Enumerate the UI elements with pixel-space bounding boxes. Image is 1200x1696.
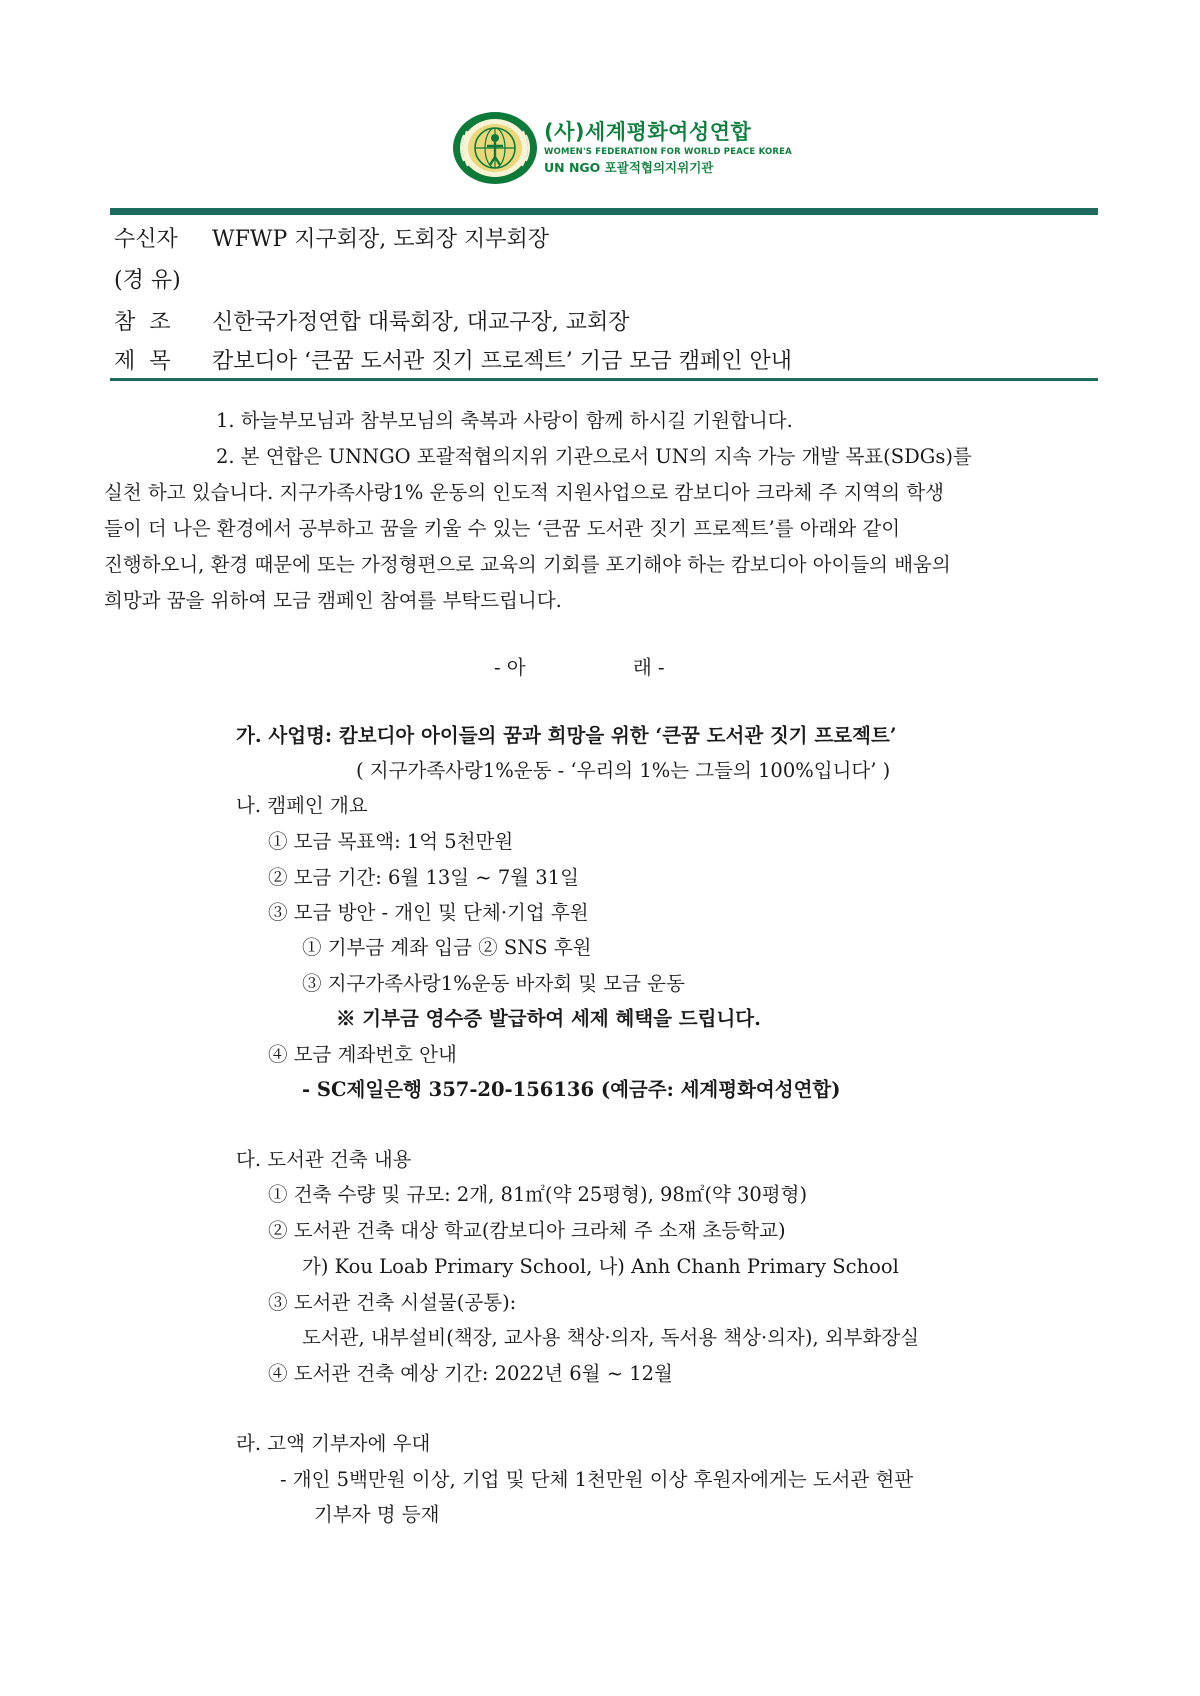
section-da-item-1: ① 건축 수량 및 규모: 2개, 81㎡(약 25평형), 98㎡(약 30평형)	[268, 1183, 808, 1206]
bank-account-info: - SC제일은행 357-20-156136 (예금주: 세계평화여성연합)	[302, 1078, 841, 1101]
organization-name: (사)세계평화여성연합	[544, 120, 752, 144]
paragraph-2-line-5: 희망과 꿈을 위하여 모금 캠페인 참여를 부탁드립니다.	[104, 589, 562, 612]
section-na-item-3b: ③ 지구가족사랑1%운동 바자회 및 모금 운동	[302, 972, 685, 995]
notice-heading-right: 래 -	[633, 656, 665, 679]
paragraph-2-line-2: 실천 하고 있습니다. 지구가족사랑1% 운동의 인도적 지원사업으로 캄보디아 크라체 주 지역의 학생	[104, 481, 944, 504]
paragraph-2-line-1: 2. 본 연합은 UNNGO 포괄적협의지위 기관으로서 UN의 지속 가능 개발 목표(SDGs)를	[216, 445, 972, 468]
header-rule-bottom	[110, 378, 1098, 381]
section-na-item-2: ② 모금 기간: 6월 13일 ~ 7월 31일	[268, 866, 579, 889]
section-na-title: 나. 캠페인 개요	[236, 794, 368, 817]
section-da-item-3: ③ 도서관 건축 시설물(공통):	[268, 1291, 517, 1314]
recipient-row	[114, 222, 549, 253]
recipient-label: 수신자	[114, 227, 178, 252]
section-da-item-2: ② 도서관 건축 대상 학교(캄보디아 크라체 주 소재 초등학교)	[268, 1219, 786, 1242]
subject-row	[114, 344, 792, 375]
via-label: (경 유)	[114, 268, 181, 293]
paragraph-2-line-4: 진행하오니, 환경 때문에 또는 가정형편으로 교육의 기회를 포기해야 하는 캄보디아 아이들의 배움의	[104, 553, 951, 576]
reference-value: 신한국가정연합 대륙회장, 대교구장, 교회장	[212, 310, 630, 335]
section-da-title: 다. 도서관 건축 내용	[236, 1148, 412, 1171]
subject-value: 캄보디아 ‘큰꿈 도서관 짓기 프로젝트’ 기금 모금 캠페인 안내	[212, 349, 792, 374]
header-rule-top	[110, 208, 1098, 215]
organization-status: UN NGO 포괄적협의지위기관	[544, 159, 714, 175]
reference-label: 참 조	[114, 310, 171, 335]
section-na-item-3: ③ 모금 방안 - 개인 및 단체·기업 후원	[268, 901, 589, 924]
paragraph-2-line-3: 들이 더 나은 환경에서 공부하고 꿈을 키울 수 있는 ‘큰꿈 도서관 짓기 프로젝트’를 아래와 같이	[104, 517, 901, 540]
section-ra-item-1-cont: 기부자 명 등재	[314, 1503, 440, 1526]
via-row	[114, 263, 212, 294]
notice-heading-left: - 아	[494, 656, 526, 679]
organization-logo	[452, 111, 792, 185]
paragraph-1: 1. 하늘부모님과 참부모님의 축복과 사랑이 함께 하시길 기원합니다.	[216, 409, 793, 432]
section-ga-subtitle: ( 지구가족사랑1%운동 - ‘우리의 1%는 그들의 100%입니다’ )	[356, 759, 891, 782]
organization-english-name: WOMEN'S FEDERATION FOR WORLD PEACE KOREA	[544, 147, 792, 157]
reference-row	[114, 305, 630, 336]
section-da-item-3a: 도서관, 내부설비(책장, 교사용 책상·의자, 독서용 책상·의자), 외부화장실	[302, 1326, 920, 1349]
section-da-item-2a: 가) Kou Loab Primary School, 나) Anh Chanh Primary School	[302, 1255, 899, 1278]
section-na-item-3a: ① 기부금 계좌 입금 ② SNS 후원	[302, 936, 592, 959]
section-ga-title: 가. 사업명: 캄보디아 아이들의 꿈과 희망을 위한 ‘큰꿈 도서관 짓기 프로젝트’	[236, 724, 897, 747]
section-na-item-1: ① 모금 목표액: 1억 5천만원	[268, 830, 514, 853]
section-da-item-4: ④ 도서관 건축 예상 기간: 2022년 6월 ~ 12월	[268, 1362, 673, 1385]
section-ra-item-1: - 개인 5백만원 이상, 기업 및 단체 1천만원 이상 후원자에게는 도서관 현판	[280, 1468, 914, 1491]
subject-label: 제 목	[114, 349, 171, 374]
wfwp-emblem-icon	[452, 111, 538, 185]
recipient-value: WFWP 지구회장, 도회장 지부회장	[212, 227, 550, 252]
tax-benefit-note: ※ 기부금 영수증 발급하여 세제 혜택을 드립니다.	[336, 1007, 761, 1030]
section-na-item-4: ④ 모금 계좌번호 안내	[268, 1043, 457, 1066]
section-ra-title: 라. 고액 기부자에 우대	[236, 1432, 431, 1455]
